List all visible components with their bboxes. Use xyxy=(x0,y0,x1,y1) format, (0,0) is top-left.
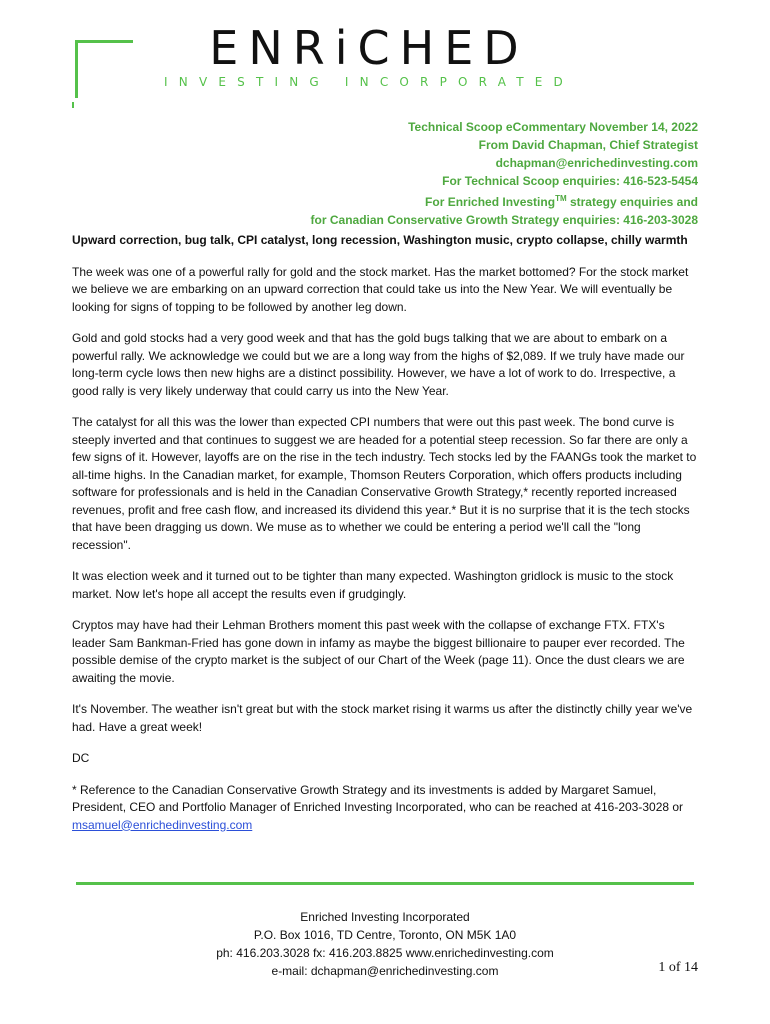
document-body xyxy=(72,232,698,848)
footer-divider xyxy=(76,882,694,885)
paragraph-5: Cryptos may have had their Lehman Brothers moment this past week with the collapse of exchange FTX. FTX's leader Sam Bankman-Fried has gone down in infamy as maybe the biggest billionaire to pauper ever recorded. The possible demise of the crypto market is the subject of our Chart of the Week (page 11). Once the dust clears we are awaiting the movie. xyxy=(72,618,685,685)
header-strategy-line: For Enriched Investing™ strategy enquiries and xyxy=(425,194,698,209)
header-author-line: From David Chapman, Chief Strategist xyxy=(478,138,698,152)
paragraph-4: It was election week and it turned out to be tighter than many expected. Washington gridlock is music to the stock market. Now let's hope all accept the results even if grudgingly. xyxy=(72,569,674,601)
paragraph-6: It's November. The weather isn't great but with the stock market rising it warms us after the distinctly chilly year we've had. Have a great week! xyxy=(72,702,693,734)
footnote: * Reference to the Canadian Conservative Growth Strategy and its investments is added by Margaret Samuel, President, CEO and Portfolio Manager of Enriched Investing Incorporated, who can be reached at 416-203-3028 or msamuel@enrichedinvesting.com xyxy=(72,782,684,832)
subject-line: Upward correction, bug talk, CPI catalyst, long recession, Washington music, crypto collapse, chilly warmth xyxy=(72,233,688,247)
header-bracket-mark xyxy=(72,102,74,108)
footer-email: e-mail: dchapman@enrichedinvesting.com xyxy=(271,964,499,978)
footer-block xyxy=(0,908,770,980)
header-bracket-vertical xyxy=(75,40,78,98)
header-email-line: dchapman@enrichedinvesting.com xyxy=(495,156,698,170)
footer-address: P.O. Box 1016, TD Centre, Toronto, ON M5K 1A0 xyxy=(253,928,517,942)
paragraph-1: The week was one of a powerful rally for gold and the stock market. Has the market bottomed? For the stock market we believe we are embarking on an upward correction that could take us into the New Year. We will eventually be looking for signs of topping to be followed by another leg down. xyxy=(72,264,689,314)
company-logo xyxy=(138,20,600,90)
paragraph-3: The catalyst for all this was the lower than expected CPI numbers that were out this past week. The bond curve is steeply inverted and that continues to suggest we are headed for a potential steep recession. So far there are only a few signs of it. However, layoffs are on the rise in the tech industry. Tech stocks led by the FAANGs took the market to all-time highs. In the Canadian market, for example, Thomson Reuters Corporation, which offers products including software for professionals and is held in the Canadian Conservative Growth Strategy,* recently reported increased revenues, profit and free cash flow, and increased its dividend this year.* But it is no surprise that it is the tech stocks that have been dragging us down. We muse as to whether we could be entering a period we'll call the "long recession". xyxy=(72,415,697,552)
header-growth-phone-line: for Canadian Conservative Growth Strategy enquiries: 416-203-3028 xyxy=(310,213,698,227)
footnote-email-link[interactable]: msamuel@enrichedinvesting.com xyxy=(72,817,253,832)
header-title-line: Technical Scoop eCommentary November 14, 2022 xyxy=(408,120,698,134)
footer-company: Enriched Investing Incorporated xyxy=(300,910,470,924)
signoff: DC xyxy=(72,751,90,765)
footer-phone: ph: 416.203.3028 fx: 416.203.8825 www.enrichedinvesting.com xyxy=(216,946,554,960)
page-number: 1 of 14 xyxy=(658,960,698,975)
header-contact-block xyxy=(311,118,698,229)
header-bracket-horizontal xyxy=(75,40,133,43)
header-scoop-phone-line: For Technical Scoop enquiries: 416-523-5454 xyxy=(442,174,698,188)
paragraph-2: Gold and gold stocks had a very good week and that has the gold bugs talking that we are about to embark on a powerful rally. We acknowledge we could but we are a long way from the highs of $2,089. If we truly have made our long-term cycle lows then new highs are a distinct possibility. However, we have a lot of work to do. Irrespective, a good rally is very likely underway that could carry us into the New Year. xyxy=(72,331,685,398)
logo-wordmark: ENRiCHED xyxy=(209,21,529,75)
logo-tagline: INVESTING INCORPORATED xyxy=(164,75,574,89)
